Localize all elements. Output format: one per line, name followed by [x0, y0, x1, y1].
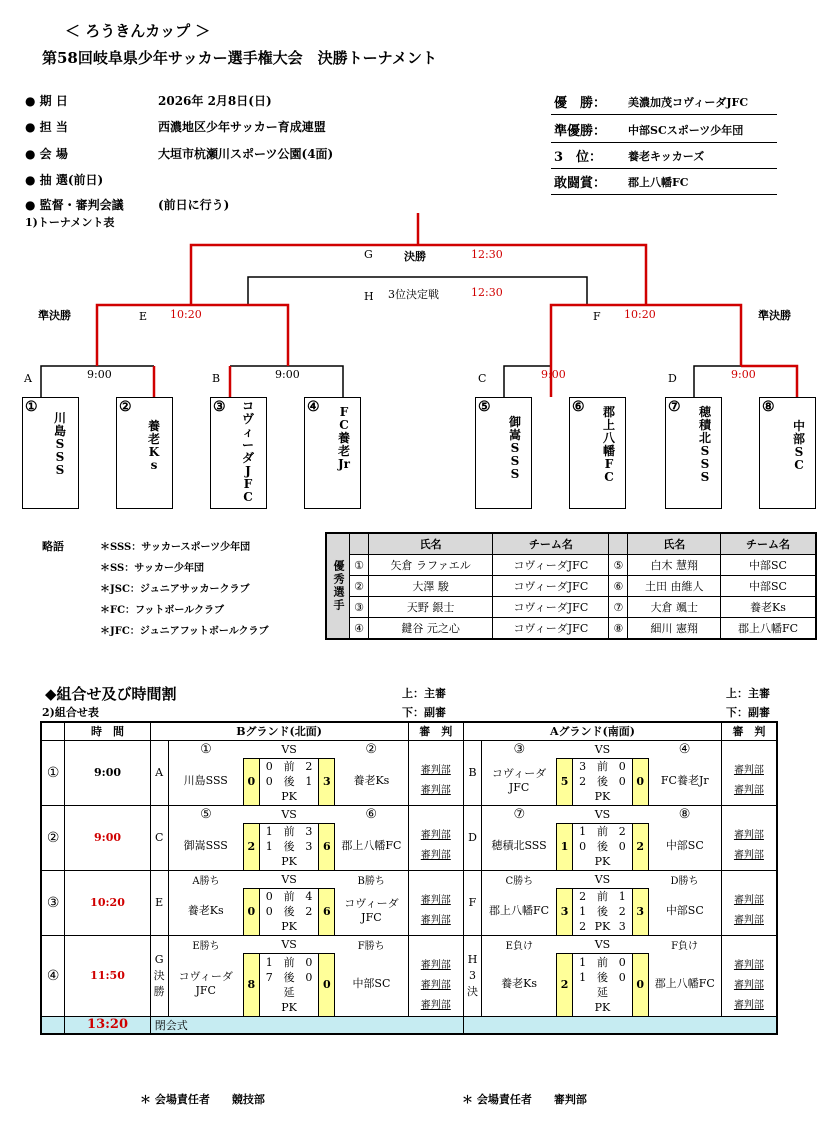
- score-line: 0 前 2: [265, 760, 313, 773]
- team1-score: 0: [243, 888, 259, 935]
- score-line: 1 後 2: [579, 905, 626, 918]
- score-line: PK: [281, 855, 297, 868]
- group-c-code: C: [478, 372, 487, 385]
- team2-score: 6: [319, 888, 335, 935]
- team1-score: 0: [243, 758, 259, 805]
- abbrev-item: ＊SS：サッカー少年団: [100, 563, 205, 574]
- referee-label: 審判部: [420, 849, 451, 861]
- vs-label: VS: [259, 870, 319, 888]
- referee-label: 審判部: [420, 914, 451, 926]
- referee-label: 審判部: [733, 829, 764, 841]
- team-1-number: ①: [25, 399, 38, 415]
- team1-score: 8: [243, 953, 259, 1016]
- team-8-number: ⑧: [762, 399, 775, 415]
- header-ground-a: Aグランド(南面): [464, 722, 722, 740]
- team-5-name: 御嵩SSS: [508, 415, 521, 481]
- awards-header-team: チーム名: [493, 533, 609, 555]
- awards-header-name: 氏名: [369, 533, 493, 555]
- team1-slot: E負け: [481, 935, 556, 953]
- group-b-time: 9:00: [275, 368, 300, 381]
- team1-slot: ⑦: [481, 805, 556, 823]
- table-row: ② 大澤 駿 コヴィーダJFC ⑥ 土田 由維人 中部SC: [326, 576, 816, 597]
- team-2-number: ②: [119, 399, 132, 415]
- score-line: PK: [594, 1000, 611, 1014]
- team2-slot: ②: [335, 740, 408, 758]
- team-box-4: [304, 397, 361, 509]
- semi-f-time: 10:20: [624, 308, 656, 321]
- info-label-meeting: ● 監督・審判会議: [25, 198, 124, 212]
- group-b-code: B: [212, 372, 221, 385]
- semi-e-code: E: [139, 310, 148, 323]
- match-code: B: [464, 740, 482, 805]
- round-header-row: [41, 740, 777, 758]
- abbrev-label: 略語: [42, 540, 64, 553]
- team2-score: 6: [319, 823, 335, 870]
- team1-name: 郡上八幡FC: [481, 888, 556, 935]
- vs-label: VS: [573, 740, 633, 758]
- score-line: 3 前 0: [579, 760, 626, 773]
- score-line: 0 後 0: [579, 840, 626, 853]
- referee-label: 審判部: [733, 894, 764, 906]
- team2-score: 0: [319, 953, 335, 1016]
- team2-slot: F負け: [648, 935, 721, 953]
- ref-note-main-b: 上：主審: [402, 687, 446, 700]
- score-line: 延: [596, 985, 608, 999]
- header-ref-a: 審 判: [721, 722, 777, 740]
- score-breakdown: [259, 953, 319, 1016]
- team1-slot: ⑤: [168, 805, 243, 823]
- final-code: G: [364, 248, 373, 261]
- score-line: 2 PK 3: [579, 920, 626, 933]
- round-number: ④: [41, 935, 65, 1016]
- semi-label-left: 準決勝: [38, 309, 71, 322]
- team1-name: 御嵩SSS: [168, 823, 243, 870]
- score-breakdown: [259, 758, 319, 805]
- info-label-date: ● 期 日: [25, 94, 68, 108]
- info-label-draw: ● 抽 選(前日): [25, 173, 104, 187]
- schedule-heading: ◆組合せ及び時間割: [45, 685, 177, 703]
- round-number: ③: [41, 870, 65, 935]
- table-row: ① 矢倉 ラファエル コヴィーダJFC ⑤ 白木 慧翔 中部SC: [326, 555, 816, 576]
- team1-slot: A勝ち: [168, 870, 243, 888]
- team-7-number: ⑦: [668, 399, 681, 415]
- group-d-time: 9:00: [731, 368, 756, 381]
- team2-name: 郡上八幡FC: [335, 823, 408, 870]
- schedule-subheading: 2)組合せ表: [42, 706, 99, 719]
- vs-label: VS: [259, 935, 319, 953]
- third-time: 12:30: [471, 286, 503, 299]
- info-value-host: 西濃地区少年サッカー育成連盟: [158, 120, 326, 134]
- score-line: PK: [594, 790, 611, 803]
- match-code: A: [150, 740, 168, 805]
- group-a-code: A: [24, 372, 32, 385]
- score-line: PK: [281, 1000, 297, 1014]
- referee-label: 審判部: [420, 999, 451, 1011]
- round-number: ①: [41, 740, 65, 805]
- awards-side-label: 優秀選手: [326, 533, 350, 639]
- referee-cell: [408, 740, 464, 805]
- score-breakdown: [259, 823, 319, 870]
- referee-cell: [408, 805, 464, 870]
- round-time: 9:00: [65, 740, 150, 805]
- score-line: PK: [281, 920, 297, 933]
- team-6-name: 郡上八幡FC: [602, 405, 615, 484]
- abbrev-item: ＊SSS：サッカースポーツ少年団: [100, 542, 251, 553]
- referee-cell: [721, 870, 777, 935]
- team-5-number: ⑤: [478, 399, 491, 415]
- score-line: 2 前 1: [579, 890, 626, 903]
- team2-score: 0: [632, 758, 648, 805]
- referee-cell: [408, 870, 464, 935]
- group-a-time: 9:00: [87, 368, 112, 381]
- team2-score: 0: [632, 953, 648, 1016]
- score-line: 1 前 0: [265, 955, 313, 969]
- awards-header-name: 氏名: [628, 533, 721, 555]
- team1-slot: ①: [168, 740, 243, 758]
- semi-e-time: 10:20: [170, 308, 202, 321]
- score-line: 1 前 0: [579, 955, 626, 969]
- ref-note-sub-a: 下：副審: [726, 706, 770, 719]
- awards-table: [325, 532, 817, 640]
- referee-label: 審判部: [733, 914, 764, 926]
- vs-label: VS: [573, 870, 633, 888]
- team-box-7: [665, 397, 722, 509]
- team2-score: 3: [632, 888, 648, 935]
- referee-label: 審判部: [420, 894, 451, 906]
- team2-name: 中部SC: [648, 823, 721, 870]
- round-time: 10:20: [65, 870, 150, 935]
- score-breakdown: [573, 758, 633, 805]
- team2-slot: F勝ち: [335, 935, 408, 953]
- header-ground-b: Bグランド(北面): [150, 722, 408, 740]
- round-header-row: [41, 805, 777, 823]
- round-header-row: [41, 935, 777, 953]
- round-time: 11:50: [65, 935, 150, 1016]
- team1-name: 穂積北SSS: [481, 823, 556, 870]
- footer-venue-a: ＊ 会場責任者 審判部: [462, 1093, 587, 1106]
- referee-cell: [721, 935, 777, 1016]
- team-6-number: ⑥: [572, 399, 585, 415]
- team-box-2: [116, 397, 173, 509]
- team1-slot: C勝ち: [481, 870, 556, 888]
- team-box-8: [759, 397, 816, 509]
- team2-slot: ④: [648, 740, 721, 758]
- team2-name: 養老Ks: [335, 758, 408, 805]
- vs-label: VS: [259, 740, 319, 758]
- score-line: 1 後 3: [265, 840, 313, 853]
- team2-score: 3: [319, 758, 335, 805]
- info-value-meeting: (前日に行う): [158, 198, 230, 212]
- round-number: ②: [41, 805, 65, 870]
- team2-slot: ⑥: [335, 805, 408, 823]
- runner-label: 準優勝：: [554, 124, 607, 139]
- third-label: 3位決定戦: [388, 288, 439, 301]
- abbrev-item: ＊FC：フットボールクラブ: [100, 605, 224, 616]
- third-code: H: [364, 290, 374, 303]
- team2-name: 郡上八幡FC: [648, 953, 721, 1016]
- team2-score: 2: [632, 823, 648, 870]
- score-line: 0 前 4: [265, 890, 313, 903]
- final-time: 12:30: [471, 248, 503, 261]
- vs-label: VS: [573, 805, 633, 823]
- info-value-date: 2026年 2月8日(日): [158, 94, 272, 108]
- match-code: H3決: [464, 935, 482, 1016]
- team2-name: コヴィーダJFC: [335, 888, 408, 935]
- match-code: F: [464, 870, 482, 935]
- closing-ceremony: 閉会式: [150, 1016, 463, 1034]
- semi-label-right: 準決勝: [758, 309, 791, 322]
- score-line: 1 前 2: [579, 825, 626, 838]
- team-box-3: [210, 397, 267, 509]
- team1-score: 3: [557, 888, 573, 935]
- closing-time: 13:20: [65, 1016, 150, 1034]
- team1-slot: E勝ち: [168, 935, 243, 953]
- score-line: 1 後 0: [579, 970, 626, 984]
- team2-name: 中部SC: [335, 953, 408, 1016]
- referee-label: 審判部: [733, 764, 764, 776]
- table-row: ③ 天野 銀士 コヴィーダJFC ⑦ 大倉 颯士 養老Ks: [326, 597, 816, 618]
- abbrev-item: ＊JFC：ジュニアフットボールクラブ: [100, 626, 269, 637]
- footer-venue-b: ＊ 会場責任者 競技部: [140, 1093, 265, 1106]
- team1-name: コヴィーダJFC: [481, 758, 556, 805]
- winner-label: 優 勝：: [554, 96, 607, 111]
- team-8-name: 中部SC: [792, 419, 805, 472]
- third-label: 3 位：: [554, 150, 603, 165]
- team1-name: 川島SSS: [168, 758, 243, 805]
- team-box-1: [22, 397, 79, 509]
- team1-score: 1: [557, 823, 573, 870]
- cup-name: ＜ ろうきんカップ ＞: [65, 22, 211, 40]
- semi-f-code: F: [593, 310, 601, 323]
- referee-label: 審判部: [733, 784, 764, 796]
- referee-label: 審判部: [420, 764, 451, 776]
- team1-score: 2: [557, 953, 573, 1016]
- team1-name: コヴィーダJFC: [168, 953, 243, 1016]
- match-code: E: [150, 870, 168, 935]
- referee-label: 審判部: [420, 979, 451, 991]
- team-4-name: FC養老Jr: [337, 405, 350, 471]
- team-1-name: 川島SSS: [53, 411, 66, 477]
- team-box-6: [569, 397, 626, 509]
- team1-slot: ③: [481, 740, 556, 758]
- referee-cell: [721, 805, 777, 870]
- score-line: 7 後 0: [265, 970, 313, 984]
- round-header-row: [41, 870, 777, 888]
- match-code: C: [150, 805, 168, 870]
- referee-cell: [721, 740, 777, 805]
- team2-slot: ⑧: [648, 805, 721, 823]
- fight-value: 郡上八幡FC: [628, 176, 689, 189]
- third-value: 養老キッカーズ: [628, 150, 705, 163]
- bracket-section-title: 1)トーナメント表: [25, 216, 115, 229]
- team2-slot: D勝ち: [648, 870, 721, 888]
- group-c-time: 9:00: [541, 368, 566, 381]
- referee-label: 審判部: [420, 829, 451, 841]
- referee-label: 審判部: [733, 849, 764, 861]
- group-d-code: D: [668, 372, 677, 385]
- info-label-host: ● 担 当: [25, 120, 68, 134]
- table-row: ④ 鍵谷 元之心 コヴィーダJFC ⑧ 細川 憲翔 郡上八幡FC: [326, 618, 816, 640]
- referee-label: 審判部: [420, 784, 451, 796]
- team1-name: 養老Ks: [168, 888, 243, 935]
- info-label-venue: ● 会 場: [25, 147, 68, 161]
- page-title: 第58回岐阜県少年サッカー選手権大会 決勝トーナメント: [42, 49, 437, 67]
- team2-name: FC養老Jr: [648, 758, 721, 805]
- team1-score: 5: [557, 758, 573, 805]
- vs-label: VS: [573, 935, 633, 953]
- final-label: 決勝: [404, 250, 426, 263]
- referee-label: 審判部: [420, 959, 451, 971]
- team-box-5: [475, 397, 532, 509]
- referee-label: 審判部: [733, 979, 764, 991]
- team-3-number: ③: [213, 399, 226, 415]
- schedule-table: [40, 721, 778, 1035]
- round-time: 9:00: [65, 805, 150, 870]
- score-line: PK: [594, 855, 611, 868]
- score-breakdown: [573, 823, 633, 870]
- info-value-venue: 大垣市杭瀬川スポーツ公園(4面): [158, 147, 334, 161]
- team-4-number: ④: [307, 399, 320, 415]
- match-code: D: [464, 805, 482, 870]
- referee-label: 審判部: [733, 959, 764, 971]
- team1-name: 養老Ks: [481, 953, 556, 1016]
- score-line: 延: [283, 985, 295, 999]
- header-ref-b: 審 判: [408, 722, 464, 740]
- score-breakdown: [259, 888, 319, 935]
- referee-cell: [408, 935, 464, 1016]
- score-line: 0 後 1: [265, 775, 313, 788]
- score-breakdown: [573, 888, 633, 935]
- score-breakdown: [573, 953, 633, 1016]
- referee-label: 審判部: [733, 999, 764, 1011]
- team-7-name: 穂積北SSS: [698, 405, 711, 484]
- ref-note-sub-b: 下：副審: [402, 706, 446, 719]
- score-line: 0 後 2: [265, 905, 313, 918]
- vs-label: VS: [259, 805, 319, 823]
- ref-note-main-a: 上：主審: [726, 687, 770, 700]
- match-code: G決勝: [150, 935, 168, 1016]
- team2-slot: B勝ち: [335, 870, 408, 888]
- winner-value: 美濃加茂コヴィーダJFC: [628, 96, 749, 109]
- team2-name: 中部SC: [648, 888, 721, 935]
- score-line: PK: [281, 790, 297, 803]
- awards-header-team: チーム名: [720, 533, 816, 555]
- abbrev-item: ＊JSC：ジュニアサッカークラブ: [100, 584, 250, 595]
- score-line: 1 前 3: [265, 825, 313, 838]
- team-2-name: 養老Ks: [147, 419, 160, 472]
- score-line: 2 後 0: [579, 775, 626, 788]
- team-3-name: コヴィーダJFC: [241, 399, 254, 504]
- runner-value: 中部SCスポーツ少年団: [628, 124, 744, 137]
- team1-score: 2: [243, 823, 259, 870]
- header-time: 時 間: [65, 722, 150, 740]
- fight-label: 敢闘賞：: [554, 176, 607, 191]
